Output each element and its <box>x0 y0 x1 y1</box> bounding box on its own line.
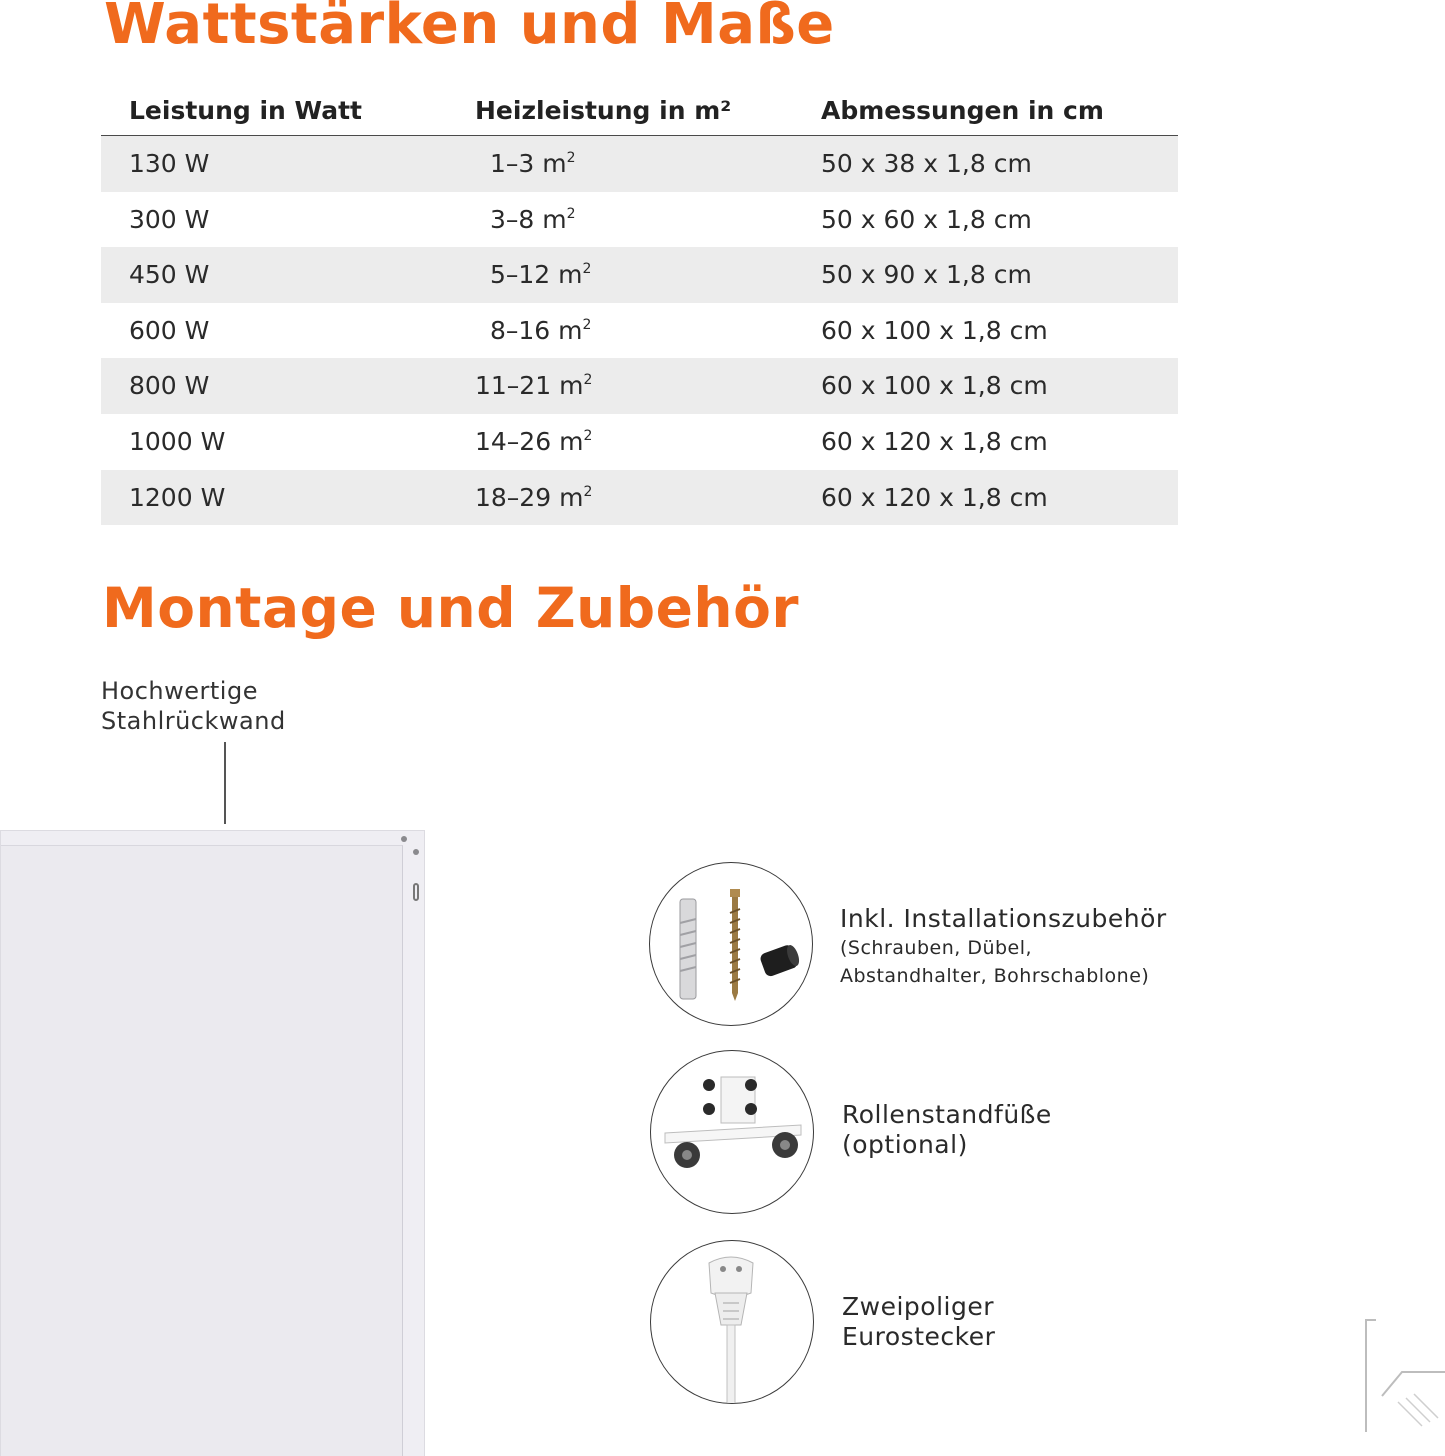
screw-icon <box>401 836 407 842</box>
header-dimensions: Abmessungen in cm <box>821 96 1104 125</box>
cell-dimensions: 50 x 60 x 1,8 cm <box>821 204 1032 234</box>
table-row <box>101 470 1178 526</box>
screws-dowels-icon <box>649 862 813 1026</box>
cell-dimensions: 60 x 120 x 1,8 cm <box>821 426 1048 456</box>
table-row <box>101 136 1178 192</box>
specs-table <box>101 84 1178 525</box>
cell-dimensions: 50 x 90 x 1,8 cm <box>821 260 1032 290</box>
cell-area: 1–3 $m^2$ <box>490 149 576 178</box>
cell-power: 1200 W <box>129 482 226 512</box>
cell-power: 1000 W <box>129 426 226 456</box>
cell-dimensions: 60 x 120 x 1,8 cm <box>821 482 1048 512</box>
table-row <box>101 247 1178 303</box>
corner-decoration-icon <box>1362 1316 1445 1436</box>
panel-label-line1: Hochwertige <box>101 677 258 705</box>
cell-dimensions: 60 x 100 x 1,8 cm <box>821 315 1048 345</box>
accessory-plug-text: Zweipoliger Eurostecker <box>842 1292 996 1351</box>
mounting-heading: Montage und Zubehör <box>102 576 799 640</box>
cell-area: 18–29 $m^2$ <box>475 482 593 512</box>
cell-power: 130 W <box>129 149 210 178</box>
table-row <box>101 303 1178 359</box>
cell-area: 5–12 $m^2$ <box>490 260 592 290</box>
hanger-icon <box>413 883 419 901</box>
roller-feet-icon <box>650 1050 814 1214</box>
cell-area: 11–21 $m^2$ <box>475 371 593 401</box>
panel-leader-line <box>224 742 226 824</box>
table-header <box>101 84 1178 136</box>
cell-area: 3–8 $m^2$ <box>490 204 576 234</box>
cell-power: 450 W <box>129 260 210 290</box>
cell-area: 8–16 $m^2$ <box>490 315 592 345</box>
cell-dimensions: 60 x 100 x 1,8 cm <box>821 371 1048 401</box>
header-area: Heizleistung in m² <box>475 96 732 125</box>
header-power: Leistung in Watt <box>129 96 363 125</box>
panel-label-line2: Stahlrückwand <box>101 707 286 735</box>
panel-label <box>101 676 361 736</box>
cell-area: 14–26 $m^2$ <box>475 426 593 456</box>
table-row <box>101 414 1178 470</box>
table-row <box>101 358 1178 414</box>
cell-power: 800 W <box>129 371 210 401</box>
euro-plug-icon <box>650 1240 814 1404</box>
accessory-rollers-text: Rollenstandfüße (optional) <box>842 1100 1052 1159</box>
steel-back-panel <box>0 830 425 1456</box>
cell-power: 300 W <box>129 204 210 234</box>
specs-heading: Wattstärken und Maße <box>104 0 835 57</box>
accessory-installation-text: Inkl. Installationszubehör (Schrauben, Dübel, Abstandhalter, Bohrschablone) <box>840 904 1167 987</box>
cell-power: 600 W <box>129 315 210 345</box>
panel-face <box>1 845 403 1456</box>
table-row <box>101 192 1178 248</box>
cell-dimensions: 50 x 38 x 1,8 cm <box>821 149 1032 178</box>
screw-icon <box>413 849 419 855</box>
